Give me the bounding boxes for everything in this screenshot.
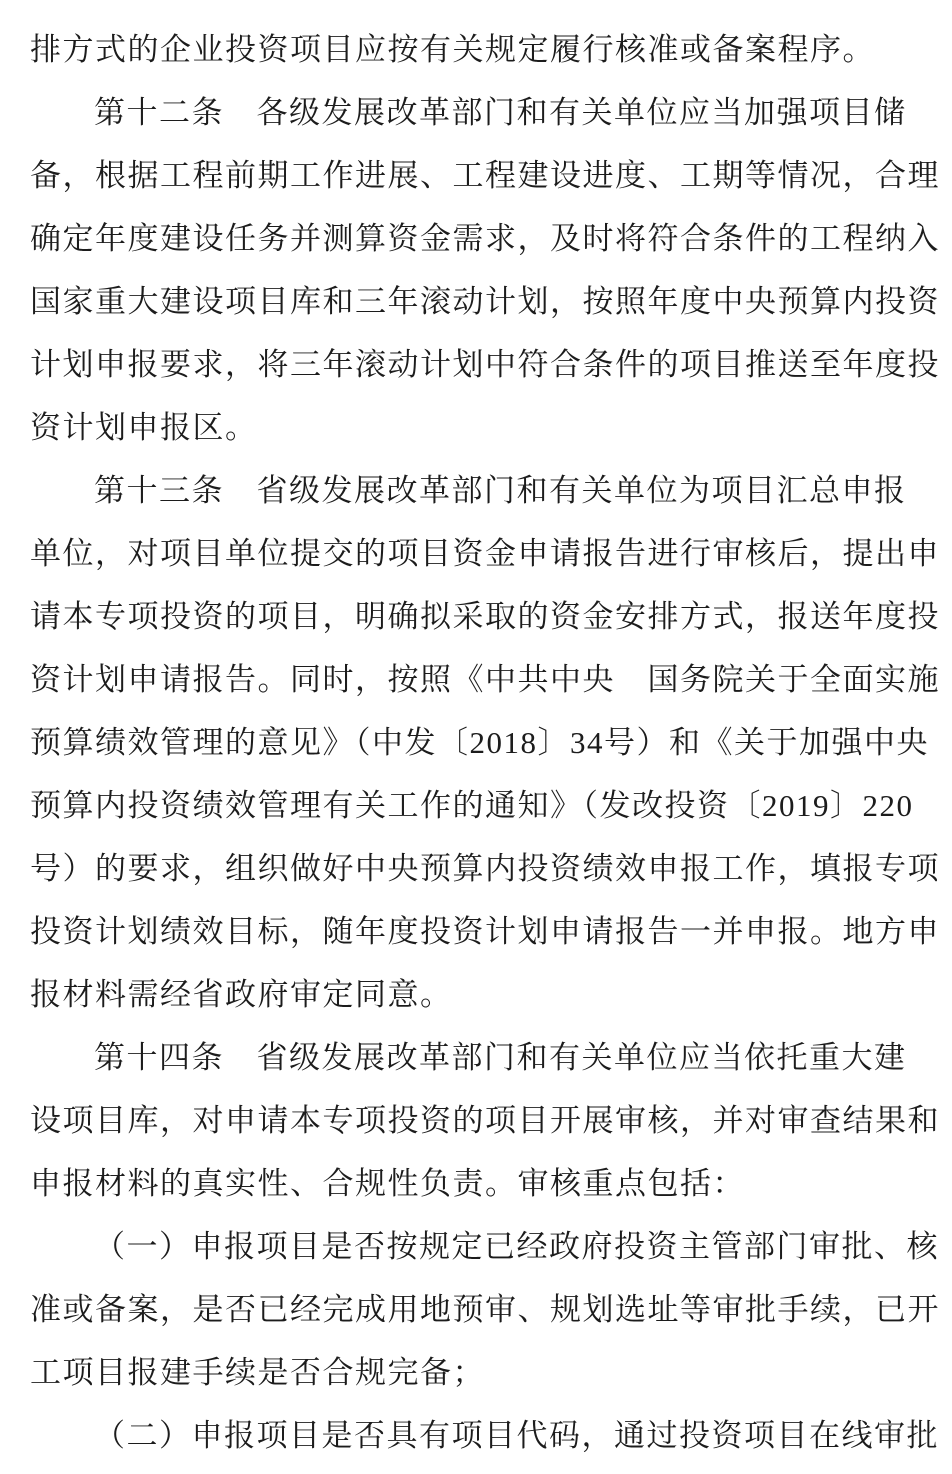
paragraph — [30, 81, 940, 459]
paragraph — [30, 459, 940, 1026]
text-line: 排方式的企业投资项目应按有关规定履行核准或备案程序。 — [30, 32, 875, 67]
paragraph — [30, 1404, 939, 1467]
text-line: 预算内投资绩效管理有关工作的通知》（发改投资〔2019〕220 — [30, 788, 914, 823]
text-line: （一）申报项目是否按规定已经政府投资主管部门审批、核 — [94, 1229, 939, 1264]
paragraph — [30, 1215, 940, 1404]
text-line: 申报材料的真实性、合规性负责。审核重点包括： — [30, 1166, 745, 1201]
text-line: 请本专项投资的项目，明确拟采取的资金安排方式，报送年度投 — [30, 599, 940, 634]
text-line: 号）的要求，组织做好中央预算内投资绩效申报工作，填报专项 — [30, 851, 940, 886]
text-line: 计划申报要求，将三年滚动计划中符合条件的项目推送至年度投 — [30, 347, 940, 382]
text-line: （二）申报项目是否具有项目代码，通过投资项目在线审批 — [94, 1418, 939, 1453]
text-line: 第十二条 各级发展改革部门和有关单位应当加强项目储 — [94, 95, 907, 130]
text-line: 确定年度建设任务并测算资金需求，及时将符合条件的工程纳入 — [30, 221, 940, 256]
text-line: 资计划申请报告。同时，按照《中共中央 国务院关于全面实施 — [30, 662, 940, 697]
text-line: 国家重大建设项目库和三年滚动计划，按照年度中央预算内投资 — [30, 284, 940, 319]
text-line: 备，根据工程前期工作进展、工程建设进度、工期等情况，合理 — [30, 158, 940, 193]
paragraph — [30, 1026, 940, 1215]
text-line: 设项目库，对申请本专项投资的项目开展审核，并对审查结果和 — [30, 1103, 940, 1138]
text-line: 单位，对项目单位提交的项目资金申请报告进行审核后，提出申 — [30, 536, 940, 571]
text-line: 第十三条 省级发展改革部门和有关单位为项目汇总申报 — [94, 473, 907, 508]
text-line: 第十四条 省级发展改革部门和有关单位应当依托重大建 — [94, 1040, 907, 1075]
document-body — [30, 18, 940, 1467]
text-line: 报材料需经省政府审定同意。 — [30, 977, 453, 1012]
text-line: 预算绩效管理的意见》（中发〔2018〕34号）和《关于加强中央 — [30, 725, 929, 760]
text-line: 工项目报建手续是否合规完备； — [30, 1355, 485, 1390]
paragraph — [30, 18, 926, 81]
text-line: 资计划申报区。 — [30, 410, 258, 445]
text-line: 投资计划绩效目标，随年度投资计划申请报告一并申报。地方申 — [30, 914, 940, 949]
text-line: 准或备案，是否已经完成用地预审、规划选址等审批手续，已开 — [30, 1292, 940, 1327]
